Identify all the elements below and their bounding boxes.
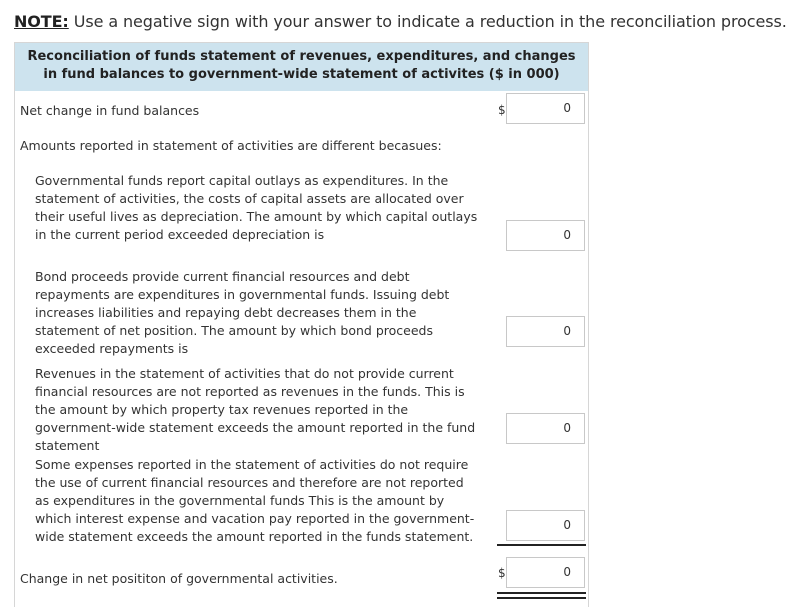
item-bond-proceeds-text: Bond proceeds provide current financial resources and debt repayments are expenditures in governmental funds. Issuing debt increases liabilities and repaying debt decreases them in the statement of net position. The amount by which bond proceeds exceeded repayments is xyxy=(35,269,450,356)
total-currency: $ xyxy=(498,566,506,580)
net-change-label: Net change in fund balances xyxy=(20,103,200,118)
reconciliation-table xyxy=(14,42,589,607)
table-title: Reconciliation of funds statement of revenues, expenditures, and changes in fund balances to government-wide statement of activites ($ in 000) xyxy=(15,43,588,91)
net-change-currency: $ xyxy=(498,103,506,117)
total-double-rule-bottom xyxy=(497,597,586,599)
item-property-tax-input[interactable]: 0 xyxy=(506,413,585,444)
total-double-rule-top xyxy=(497,592,586,594)
total-input[interactable]: 0 xyxy=(506,557,585,588)
net-change-input[interactable]: 0 xyxy=(506,93,585,124)
note-label: NOTE: xyxy=(14,12,69,31)
item-capital-outlays-text: Governmental funds report capital outlays as expenditures. In the statement of activities, the costs of capital assets are allocated over their useful lives as depreciation. The amount by which capital outlays in the current period exceeded depreciation is xyxy=(35,173,478,242)
note-line xyxy=(14,12,787,31)
total-label: Change in net posititon of governmental activities. xyxy=(20,571,338,586)
item-interest-vacation-input[interactable]: 0 xyxy=(506,510,585,541)
subtotal-rule xyxy=(497,544,586,546)
note-text: Use a negative sign with your answer to indicate a reduction in the reconciliation process. xyxy=(68,12,787,31)
item-bond-proceeds-input[interactable]: 0 xyxy=(506,316,585,347)
item-capital-outlays-input[interactable]: 0 xyxy=(506,220,585,251)
amounts-intro: Amounts reported in statement of activities are different becasues: xyxy=(20,138,442,153)
item-property-tax-text: Revenues in the statement of activities that do not provide current financial resources are not reported as revenues in the funds. This is the amount by which property tax revenues reported in the government-wide statement exceeds the amount reported in the fund statement xyxy=(35,366,476,453)
item-interest-vacation-text: Some expenses reported in the statement of activities do not require the use of current financial resources and therefore are not reported as expenditures in the governmental funds This is the amount by which interest expense and vacation pay reported in the government-wide statement exceeds the amount reported in the funds statement. xyxy=(35,457,475,544)
